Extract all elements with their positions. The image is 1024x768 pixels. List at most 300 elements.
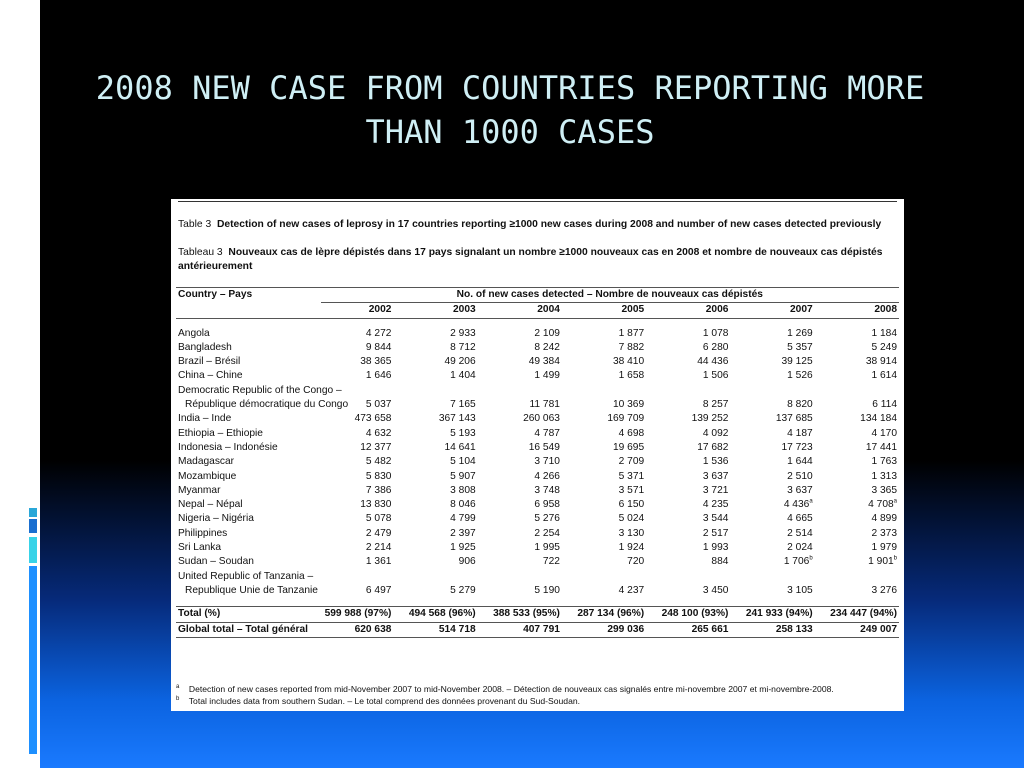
cases-value: 5 279	[450, 584, 476, 596]
cases-value: 260 063	[523, 413, 560, 425]
global-total-cell: 514 718	[393, 622, 477, 637]
cases-value: 169 709	[607, 413, 645, 425]
cases-value: 5 193	[450, 427, 476, 439]
cases-cell	[393, 369, 477, 383]
country-name: Philippines	[178, 527, 228, 539]
cases-cell	[478, 355, 562, 369]
cases-cell	[815, 455, 899, 469]
cases-cell	[478, 512, 562, 526]
cases-value: 1 706	[783, 556, 810, 568]
cases-value: 2 510	[787, 470, 813, 482]
cases-cell	[646, 441, 730, 455]
cases-cell	[321, 541, 394, 555]
cases-cell	[815, 369, 899, 383]
cases-cell	[730, 470, 814, 484]
cases-value: 1 993	[702, 542, 729, 554]
cases-cell	[730, 398, 814, 412]
cases-cell	[646, 327, 730, 341]
cases-value: 139 252	[691, 413, 729, 425]
global-total-row	[176, 622, 899, 637]
total-cell: 599 988 (97%)	[321, 607, 394, 622]
cases-cell	[815, 512, 899, 526]
cases-cell	[393, 327, 477, 341]
cases-cell	[321, 441, 394, 455]
cases-value: 1 995	[534, 542, 560, 554]
cases-value: 9 844	[365, 341, 392, 353]
cases-value: 13 830	[360, 499, 392, 511]
caption-fr-label: Tableau 3	[178, 247, 223, 258]
cases-value: 5 907	[450, 470, 476, 482]
cases-value: 3 721	[702, 484, 729, 496]
cases-value: 38 914	[865, 356, 897, 368]
cases-value: 2 517	[702, 527, 729, 539]
cases-value: 4 787	[534, 427, 560, 439]
table-row	[176, 398, 899, 412]
table-body	[176, 318, 899, 607]
cases-cell	[562, 584, 646, 598]
cases-value: 3 105	[787, 584, 813, 596]
cases-value: 1 506	[702, 370, 729, 382]
cases-cell	[562, 484, 646, 498]
cases-cell	[321, 369, 394, 383]
cases-cell	[478, 369, 562, 383]
cases-cell	[646, 555, 730, 569]
cases-cell	[478, 555, 562, 569]
cases-cell	[321, 555, 394, 569]
footnotes	[176, 683, 834, 707]
total-cell: 494 568 (96%)	[393, 607, 477, 622]
year-header: 2006	[646, 303, 730, 318]
header-row-group	[176, 288, 899, 303]
slide-title-line-2: THAN 1000 CASES	[365, 113, 655, 151]
table-row	[176, 341, 899, 355]
global-total-cell: 407 791	[478, 622, 562, 637]
cases-value: 2 109	[534, 327, 560, 339]
cases-value: 3 637	[787, 484, 813, 496]
cases-cell	[393, 412, 477, 426]
cases-value: 720	[627, 556, 645, 568]
cases-cell	[646, 355, 730, 369]
cases-cell	[393, 484, 477, 498]
cases-cell	[562, 441, 646, 455]
cases-value: 7 386	[365, 484, 392, 496]
year-header: 2004	[478, 303, 562, 318]
cases-cell	[393, 470, 477, 484]
cases-cell	[321, 527, 394, 541]
year-header: 2002	[321, 303, 394, 318]
cases-cell	[393, 355, 477, 369]
cases-cell	[321, 484, 394, 498]
cases-value: 6 150	[618, 499, 645, 511]
cases-cell	[562, 512, 646, 526]
cases-cell	[646, 369, 730, 383]
table-caption-fr	[178, 246, 894, 274]
table-row	[176, 555, 899, 569]
cases-value: 3 808	[450, 484, 476, 496]
table-row	[176, 455, 899, 469]
cases-cell	[815, 327, 899, 341]
cases-value: 3 450	[702, 584, 729, 596]
cases-cell	[646, 341, 730, 355]
empty-header-cell	[176, 303, 321, 318]
cases-cell	[730, 355, 814, 369]
country-name: Sudan – Soudan	[178, 556, 254, 568]
cases-cell	[393, 541, 477, 555]
cases-value: 8 046	[450, 499, 476, 511]
total-cell: 287 134 (96%)	[562, 607, 646, 622]
cases-value: 17 441	[865, 441, 897, 453]
cases-cell	[393, 427, 477, 441]
cases-cell	[815, 541, 899, 555]
cases-value: 4 665	[787, 513, 813, 525]
cases-value: 2 933	[450, 327, 476, 339]
cases-value: 2 397	[450, 527, 476, 539]
cases-value: 4 899	[871, 513, 897, 525]
footnote-mark: b	[893, 555, 897, 562]
cases-value: 2 479	[365, 527, 392, 539]
cases-cell	[730, 512, 814, 526]
cases-cell	[646, 527, 730, 541]
cases-value: 5 249	[871, 341, 897, 353]
cases-cell	[815, 484, 899, 498]
cases-cell	[815, 412, 899, 426]
cases-value: 17 682	[697, 441, 729, 453]
cases-value: 1 526	[787, 370, 813, 382]
cases-value: 5 190	[534, 584, 560, 596]
global-total-cell: 620 638	[321, 622, 394, 637]
footnote-mark: b	[176, 696, 180, 703]
cases-cell	[478, 498, 562, 512]
leprosy-table-image	[171, 199, 904, 711]
cases-value: 3 637	[702, 470, 729, 482]
cases-cell	[393, 584, 477, 598]
country-name: Democratic Republic of the Congo –	[178, 384, 342, 396]
cases-value: 4 187	[787, 427, 813, 439]
footnote-b	[176, 695, 834, 707]
cases-value: 4 632	[365, 427, 392, 439]
cases-value: 5 357	[787, 341, 813, 353]
cases-cell	[321, 512, 394, 526]
slide-title	[60, 66, 960, 154]
footnote-mark: a	[809, 498, 813, 505]
cases-cell	[562, 527, 646, 541]
cases-value: 2 214	[365, 542, 392, 554]
cases-value: 39 125	[781, 356, 813, 368]
cases-value: 884	[711, 556, 729, 568]
accent-bar-1	[29, 508, 37, 517]
cases-cell	[646, 498, 730, 512]
country-name: Bangladesh	[178, 341, 232, 353]
cases-cell	[815, 398, 899, 412]
footnote-text: Detection of new cases reported from mid-November 2007 to mid-November 2008. – Détection de nouveaux cas signalés entre mi-novembre 2007 et mi-novembre-2008.	[188, 684, 834, 694]
cases-value: 1 877	[618, 327, 645, 339]
cases-cell	[646, 484, 730, 498]
cases-cell	[562, 470, 646, 484]
table-row	[176, 584, 899, 598]
cases-value: 14 641	[444, 441, 476, 453]
cases-cell	[478, 527, 562, 541]
country-name: United Republic of Tanzania –	[178, 570, 314, 582]
table-row	[176, 484, 899, 498]
country-name: Nigeria – Nigéria	[178, 513, 254, 525]
cases-value: 5 104	[450, 456, 476, 468]
cases-cell	[730, 498, 814, 512]
year-header: 2003	[393, 303, 477, 318]
country-name: Angola	[178, 327, 210, 339]
cases-value: 6 497	[365, 584, 392, 596]
cases-value: 8 712	[450, 341, 476, 353]
cases-cell	[730, 527, 814, 541]
cases-value: 3 276	[871, 584, 897, 596]
cases-value: 5 482	[365, 456, 392, 468]
cases-cell	[730, 541, 814, 555]
cases-cell	[815, 355, 899, 369]
cases-cell	[646, 455, 730, 469]
cases-cell	[478, 455, 562, 469]
cases-cell	[562, 498, 646, 512]
cases-cell	[562, 341, 646, 355]
cases-value: 4 272	[365, 327, 392, 339]
cases-value: 44 436	[697, 356, 729, 368]
footnote-text: Total includes data from southern Sudan. – Le total comprend des données provenant du Sud-Soudan.	[188, 696, 581, 706]
country-name: Republique Unie de Tanzanie	[185, 584, 318, 596]
cases-value: 1 644	[787, 456, 813, 468]
cases-value: 5 037	[365, 399, 392, 411]
cases-cell	[321, 584, 394, 598]
header-row-years	[176, 303, 899, 318]
cases-cell	[393, 498, 477, 512]
country-name: Myanmar	[178, 484, 221, 496]
footnote-mark: a	[176, 684, 180, 691]
table-row	[176, 498, 899, 512]
cases-cell	[321, 412, 394, 426]
table-row	[176, 527, 899, 541]
cases-cell	[478, 484, 562, 498]
table-row	[176, 412, 899, 426]
table-row	[176, 327, 899, 341]
accent-bar-3	[29, 537, 37, 563]
footnote-a	[176, 683, 834, 695]
cases-cell	[393, 341, 477, 355]
cases-value: 1 646	[365, 370, 392, 382]
accent-bar-2	[29, 519, 37, 533]
cases-value: 1 763	[871, 456, 897, 468]
caption-en-label: Table 3	[178, 219, 212, 230]
cases-value: 1 499	[534, 370, 560, 382]
cases-value: 5 024	[618, 513, 645, 525]
cases-value: 1 269	[787, 327, 813, 339]
global-total-cell: 265 661	[646, 622, 730, 637]
cases-value: 4 436	[783, 499, 810, 511]
cases-cell	[646, 470, 730, 484]
cases-cell	[393, 441, 477, 455]
country-name: Brazil – Brésil	[178, 356, 241, 368]
table-row-continued	[176, 570, 899, 584]
cases-value: 1 536	[702, 456, 729, 468]
total-label: Total (%)	[176, 607, 321, 622]
cases-value: 5 830	[365, 470, 392, 482]
caption-fr-text: Nouveaux cas de lèpre dépistés dans 17 pays signalant un nombre ≥1000 nouveaux cas en 2008 et nombre de nouveaux cas dépistés antérieurement	[178, 247, 883, 272]
cases-value: 906	[458, 556, 476, 568]
cases-cell	[730, 555, 814, 569]
cases-value: 1 901	[868, 556, 894, 568]
cases-cell	[478, 327, 562, 341]
cases-cell	[562, 412, 646, 426]
cases-value: 4 235	[702, 499, 729, 511]
table-row-continued	[176, 384, 899, 398]
cases-cell	[646, 584, 730, 598]
cases-cell	[646, 512, 730, 526]
table-row	[176, 355, 899, 369]
cases-cell	[393, 455, 477, 469]
cases-value: 49 206	[444, 356, 476, 368]
accent-bar-4	[29, 566, 37, 754]
cases-value: 7 882	[618, 341, 645, 353]
cases-cell	[815, 470, 899, 484]
cases-value: 49 384	[528, 356, 560, 368]
cases-value: 1 925	[450, 542, 476, 554]
cases-cell	[646, 427, 730, 441]
cases-value: 3 571	[618, 484, 645, 496]
cases-cell	[321, 341, 394, 355]
country-column-header: Country – Pays	[176, 288, 321, 303]
total-cell: 388 533 (95%)	[478, 607, 562, 622]
cases-value: 1 658	[618, 370, 645, 382]
table-row	[176, 369, 899, 383]
cases-cell	[562, 455, 646, 469]
cases-value: 1 078	[702, 327, 729, 339]
cases-value: 4 708	[868, 499, 894, 511]
cases-cell	[393, 512, 477, 526]
cases-cell	[478, 541, 562, 555]
cases-value: 11 781	[529, 399, 560, 411]
cases-value: 6 280	[702, 341, 729, 353]
cases-value: 16 549	[528, 441, 560, 453]
cases-cell	[478, 398, 562, 412]
cases-cell	[730, 441, 814, 455]
cases-value: 2 709	[618, 456, 645, 468]
cases-cell	[815, 584, 899, 598]
cases-value: 6 958	[534, 499, 560, 511]
cases-cell	[815, 341, 899, 355]
cases-value: 5 371	[618, 470, 645, 482]
cases-value: 3 130	[618, 527, 645, 539]
cases-value: 8 242	[534, 341, 560, 353]
cases-value: 4 237	[618, 584, 645, 596]
country-name: China – Chine	[178, 370, 243, 382]
total-cell: 234 447 (94%)	[815, 607, 899, 622]
cases-cell	[321, 427, 394, 441]
spacer-row	[176, 598, 899, 607]
footnote-mark: b	[809, 555, 813, 562]
table-row	[176, 512, 899, 526]
global-total-cell: 299 036	[562, 622, 646, 637]
cases-cell	[393, 398, 477, 412]
country-name: Madagascar	[178, 456, 235, 468]
cases-value: 2 373	[871, 527, 897, 539]
cases-value: 4 698	[618, 427, 645, 439]
cases-cell	[815, 527, 899, 541]
table-row	[176, 427, 899, 441]
cases-value: 4 170	[871, 427, 897, 439]
footnote-mark: a	[893, 498, 897, 505]
cases-cell	[815, 498, 899, 512]
cases-value: 3 544	[702, 513, 729, 525]
table-top-rule	[178, 201, 897, 202]
global-total-cell: 249 007	[815, 622, 899, 637]
cases-value: 6 114	[872, 399, 897, 411]
cases-cell	[730, 584, 814, 598]
year-header: 2005	[562, 303, 646, 318]
cases-table	[176, 287, 899, 638]
global-total-label: Global total – Total général	[176, 622, 321, 637]
cases-cell	[321, 470, 394, 484]
cases-value: 17 723	[781, 441, 813, 453]
cases-cell	[321, 455, 394, 469]
cases-cell	[730, 484, 814, 498]
cases-value: 10 369	[612, 399, 645, 411]
country-name: India – Inde	[178, 413, 232, 425]
cases-cell	[478, 470, 562, 484]
cases-value: 12 377	[360, 441, 392, 453]
cases-value: 38 365	[360, 356, 392, 368]
cases-cell	[646, 398, 730, 412]
cases-cell	[730, 341, 814, 355]
cases-cell	[562, 327, 646, 341]
total-cell: 248 100 (93%)	[646, 607, 730, 622]
year-header: 2007	[730, 303, 814, 318]
table-row	[176, 470, 899, 484]
cases-cell	[393, 555, 477, 569]
cases-cell	[646, 412, 730, 426]
cases-cell	[562, 398, 646, 412]
table-row	[176, 441, 899, 455]
global-total-cell: 258 133	[730, 622, 814, 637]
cases-cell	[730, 327, 814, 341]
country-name: République démocratique du Congo	[185, 399, 349, 411]
cases-value: 4 799	[450, 513, 476, 525]
cases-cell	[815, 441, 899, 455]
cases-value: 19 695	[612, 441, 645, 453]
cases-cell	[478, 412, 562, 426]
cases-value: 4 266	[534, 470, 560, 482]
cases-cell	[478, 441, 562, 455]
cases-cell	[393, 527, 477, 541]
country-name: Indonesia – Indonésie	[178, 441, 278, 453]
cases-value: 5 078	[365, 513, 392, 525]
cases-cell	[730, 455, 814, 469]
cases-value: 473 658	[354, 413, 392, 425]
cases-value: 4 092	[702, 427, 729, 439]
cases-value: 3 710	[534, 456, 560, 468]
cases-value: 1 361	[365, 556, 392, 568]
cases-cell	[321, 498, 394, 512]
cases-value: 5 276	[534, 513, 560, 525]
cases-value: 137 685	[775, 413, 813, 425]
cases-cell	[562, 369, 646, 383]
cases-cell	[478, 427, 562, 441]
cases-value: 3 748	[534, 484, 560, 496]
country-name: Ethiopia – Ethiopie	[178, 427, 263, 439]
cases-cell	[730, 412, 814, 426]
cases-value: 1 313	[871, 470, 897, 482]
cases-value: 1 614	[871, 370, 897, 382]
cases-value: 1 184	[871, 327, 897, 339]
year-header: 2008	[815, 303, 899, 318]
cases-value: 7 165	[450, 399, 476, 411]
cases-cell	[815, 427, 899, 441]
cases-value: 38 410	[612, 356, 645, 368]
